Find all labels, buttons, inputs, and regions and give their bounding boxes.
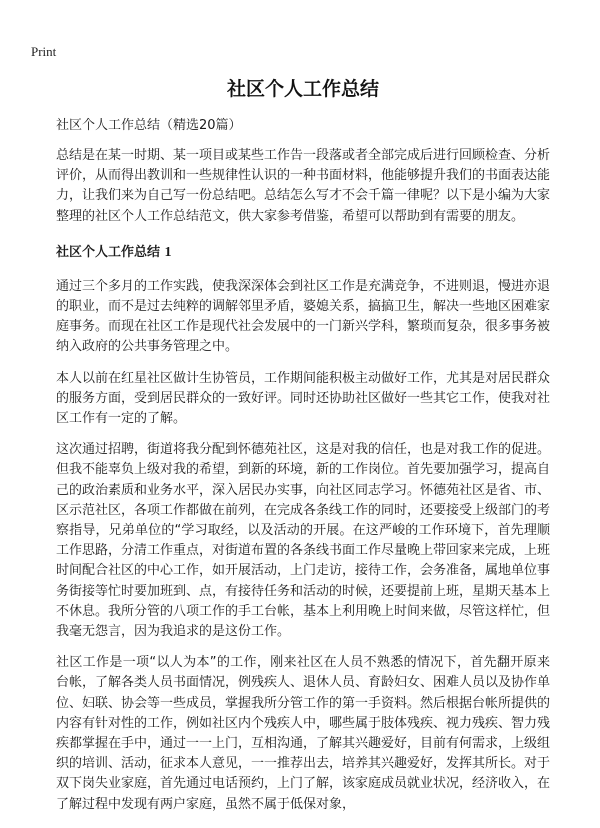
- document-title: 社区个人工作总结: [226, 78, 379, 100]
- section-heading-text: 社区个人工作总结: [56, 244, 161, 260]
- body-paragraph: 通过三个多月的工作实践，使我深深体会到社区工作是充满竞争，不进则退，慢进亦退的职业，而不是过去纯粹的调解邻里矛盾，婆媳关系，搞搞卫生，解决一些地区困难家庭事务。而现在社区工作是现代社会发展中的一门新兴学科，繁琐而复杂，很多事务被纳入政府的公共事务管理之中。: [56, 278, 551, 355]
- document-subtitle: 社区个人工作总结（精选20篇）: [56, 118, 242, 133]
- section-heading: [56, 243, 550, 263]
- document-body: [56, 76, 550, 826]
- intro-paragraph: 总结是在某一时期、某一项目或某些工作告一段落或者全部完成后进行回顾检查、分析评价，从而得出教训和一些规律性认识的一种书面材料，他能够提升我们的书面表达能力，让我们来为自己写一份总结吧。总结怎么写才不会千篇一律呢？以下是小编为大家整理的社区个人工作总结范文，供大家参考借鉴，希望可以帮助到有需要的朋友。: [56, 148, 551, 224]
- body-paragraph: 本人以前在红星社区做计生协管员，工作期间能积极主动做好工作，尤其是对居民群众的服务方面，受到居民群众的一致好评。同时还协助社区做好一些其它工作，使我对社区工作有一定的了解。: [56, 370, 551, 427]
- body-paragraph: 社区工作是一项“以人为本”的工作，刚来社区在人员不熟悉的情况下，首先翻开原来台帐，了解各类人员书面情况，例残疾人、退休人员、育龄妇女、困难人员以及协作单位、妇联、协会等一些成员，掌握我所分管工作的第一手资料。然后根据台帐所提供的内容有针对性的工作，例如社区内个残疾人中，哪些属于肢体残疾、视力残疾、智力残疾都掌握在手中，通过一一上门，互相沟通，了解其兴趣爱好，目前有何需求，上级组织的培训、活动，征求本人意见，一一推荐出去，培养其兴趣爱好，发挥其所长。对于双下岗失业家庭，首先通过电话预约，上门了解，该家庭成员就业状况，经济收入，在了解过程中发现有两户家庭，虽然不属于低保对象，: [56, 655, 551, 812]
- body-paragraph: 这次通过招聘，街道将我分配到怀德苑社区，这是对我的信任，也是对我工作的促进。但我不能辜负上级对我的希望，到新的环境，新的工作岗位。首先要加强学习，提高自己的政治素质和业务水平，深入居民办实事，向社区同志学习。怀德苑社区是省、市、区示范社区，各项工作都做在前列，在完成各条线工作的同时，还要接受上级部门的考察指导，兄弟单位的“学习取经，以及活动的开展。在这严峻的工作环境下，首先理顺工作思路，分清工作重点，对街道布置的各条线书面工作尽量晚上带回家来完成，上班时间配合社区的中心工作，如开展活动，上门走访，接待工作，会务准备，属地单位事务街接等忙时要加班到、点，有接待任务和活动的时候，还要提前上班，星期天基本上不休息。我所分管的八项工作的手工台帐，基本上利用晚上时间来做，尽管这样忙，但我毫无怨言，因为我追求的是这份工作。: [56, 442, 551, 640]
- print-link[interactable]: Print: [31, 44, 57, 59]
- section-heading-number: 1: [164, 244, 172, 260]
